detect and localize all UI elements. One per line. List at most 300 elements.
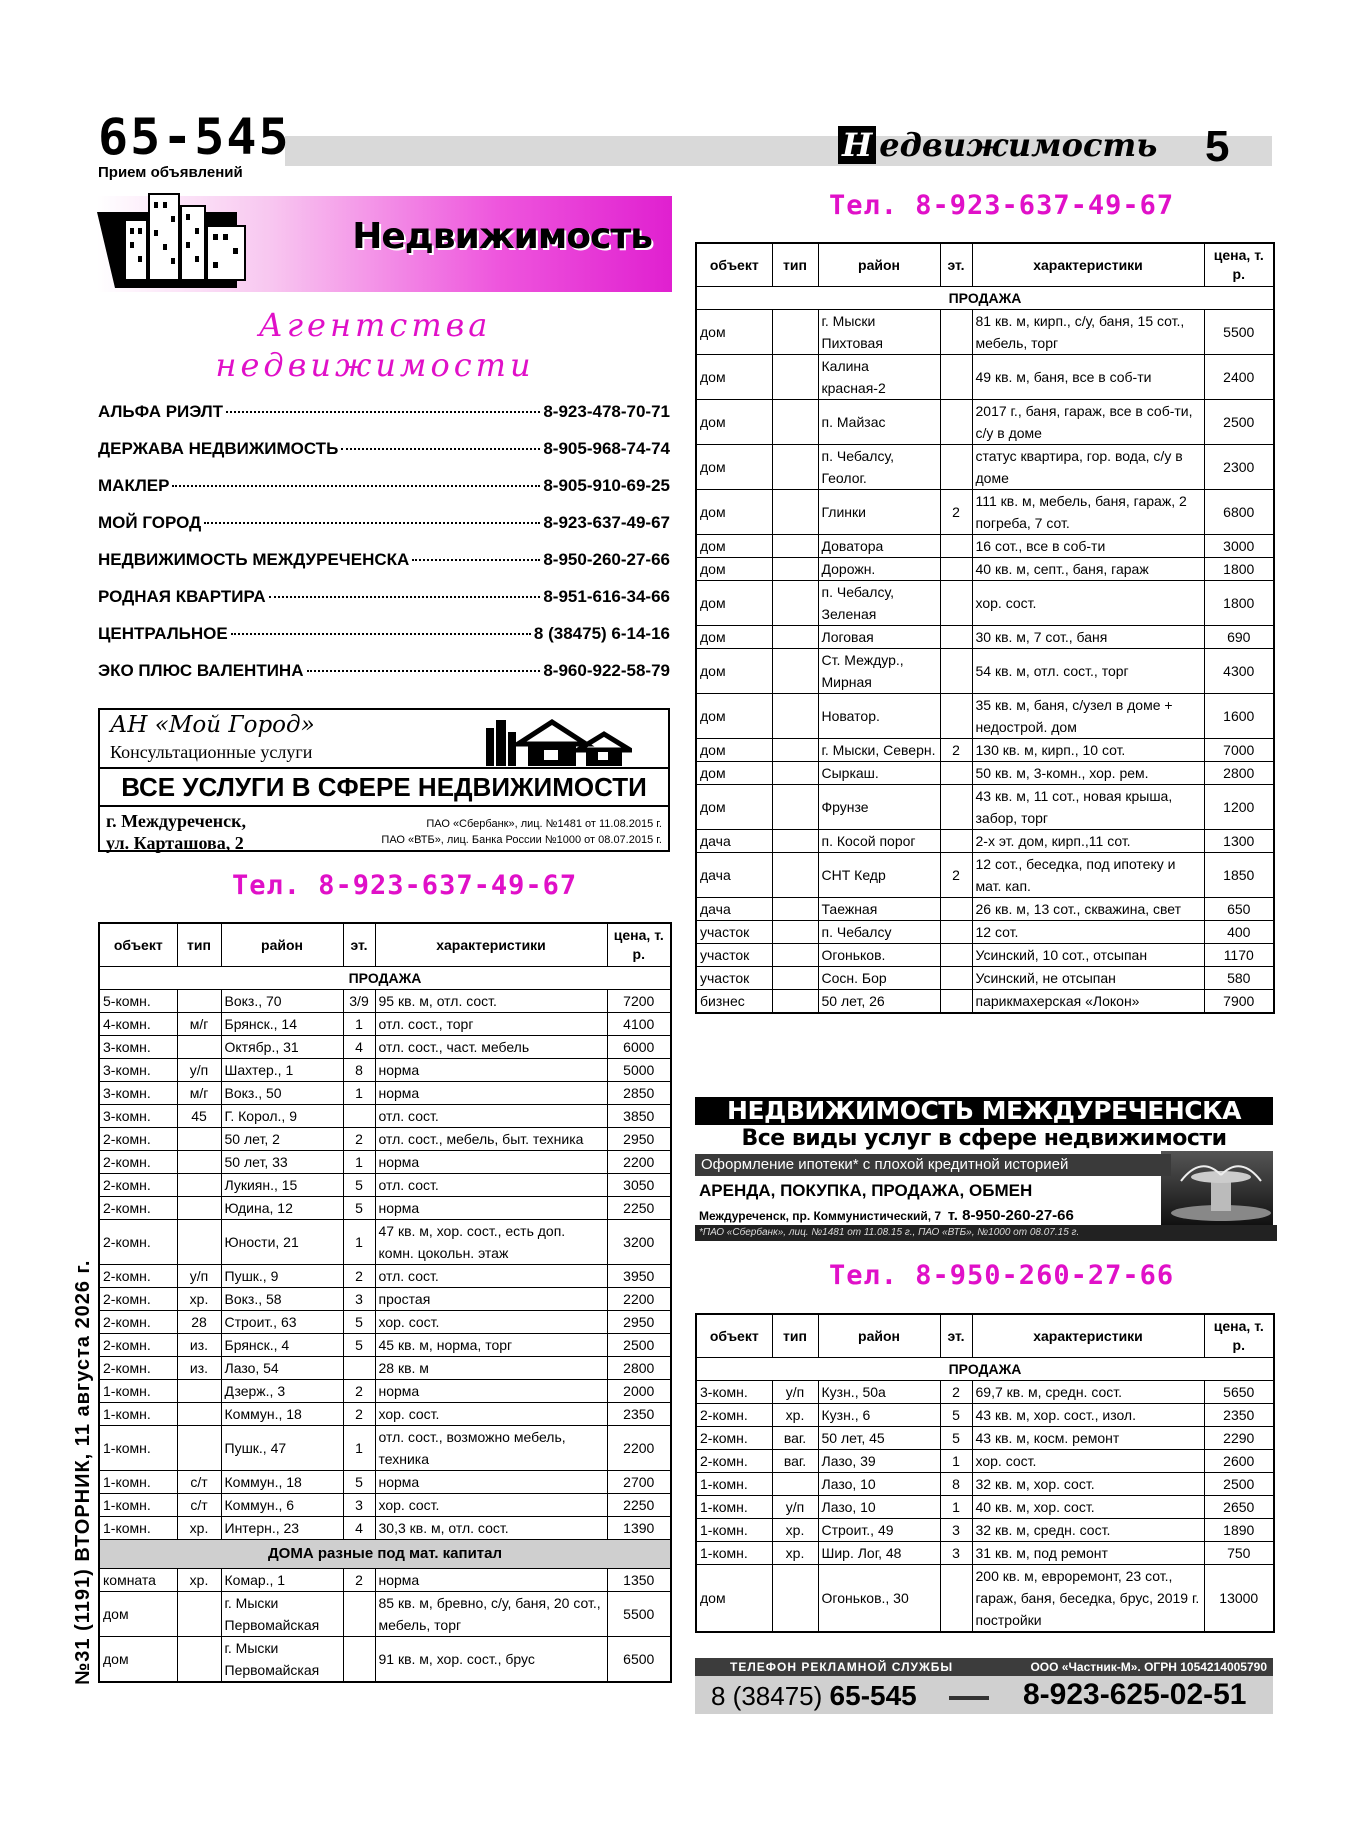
table-cell: 2800 [607,1357,671,1380]
right-listing-table-2 [695,1313,1275,1633]
section-title-cap: Н [838,126,876,164]
table-cell [940,445,972,490]
table-cell: у/п [177,1265,221,1288]
agencies-heading [150,305,600,385]
table-row [696,898,1274,921]
nm-ad-subtitle: Все виды услуг в сфере недвижимости [741,1126,1227,1151]
table-cell: 2-комн. [99,1265,177,1288]
section-row [696,1358,1274,1381]
table-cell [772,785,818,830]
table-cell: 16 сот., все в соб-ти [972,535,1204,558]
table-cell: Строит., 63 [221,1311,343,1334]
ad-service-phone-1 [711,1680,917,1712]
table-cell: хор. сост. [375,1494,607,1517]
table-row [696,944,1274,967]
ad-service-phone-number: 65-545 [829,1680,917,1711]
table-cell: Юности, 21 [221,1220,343,1265]
table-cell: 3850 [607,1105,671,1128]
section-label: ПРОДАЖА [99,967,671,990]
table-cell: 2 [343,1403,375,1426]
table-cell: 1390 [607,1517,671,1540]
table-cell: норма [375,1380,607,1403]
table-cell: 7200 [607,990,671,1013]
table-cell: 40 кв. м, септ., баня, гараж [972,558,1204,581]
table-cell [772,694,818,739]
table-cell: 2000 [607,1380,671,1403]
table-cell: 3 [940,1542,972,1565]
table-cell [940,626,972,649]
table-row [696,967,1274,990]
table-cell: норма [375,1471,607,1494]
section-row [99,1540,671,1569]
column-header: характеристики [972,243,1204,287]
table-cell: 650 [1204,898,1274,921]
table-cell: 2250 [607,1197,671,1220]
table-cell: п. Чебалсу, Зеленая [818,581,940,626]
agencies-heading-line2: недвижимости [215,346,535,384]
header-phone-caption: Прием объявлений [98,164,243,181]
table-row [696,558,1274,581]
table-cell [940,967,972,990]
table-row [99,1128,671,1151]
table-header-row [696,1314,1274,1358]
table-row [99,1036,671,1059]
table-cell: 28 кв. м [375,1357,607,1380]
table-cell: норма [375,1151,607,1174]
table-cell: 3-комн. [99,1105,177,1128]
moy-gorod-ad [98,708,670,852]
table-row [99,1494,671,1517]
table-row [696,694,1274,739]
agency-row [98,661,670,698]
table-cell: отл. сост. [375,1265,607,1288]
table-cell: 4-комн. [99,1013,177,1036]
table-cell: хор. сост. [375,1311,607,1334]
table-cell: отл. сост. [375,1105,607,1128]
table-cell: дом [696,739,772,762]
table-cell: 3200 [607,1220,671,1265]
ad-service-bar [695,1658,1273,1714]
table-cell: 5 [343,1334,375,1357]
table-cell [772,1565,818,1633]
table-cell: Усинский, не отсыпан [972,967,1204,990]
table-cell: г. Мыски Первомайская [221,1592,343,1637]
table-cell: Таежная [818,898,940,921]
table-cell: 1 [343,1082,375,1105]
table-cell: 5 [940,1404,972,1427]
agency-phone: 8-923-637-49-67 [543,513,670,532]
table-header-row [99,923,671,967]
table-cell: Новатор. [818,694,940,739]
ad-licenses [381,816,662,848]
table-cell: хр. [772,1542,818,1565]
table-cell: 1 [343,1013,375,1036]
table-cell: 5 [343,1197,375,1220]
table-cell: 5 [343,1174,375,1197]
table-cell: 1-комн. [99,1403,177,1426]
table-cell [772,581,818,626]
divider [949,1696,989,1700]
table-cell: Г. Корол., 9 [221,1105,343,1128]
table-cell: 580 [1204,967,1274,990]
table-cell: 4100 [607,1013,671,1036]
column-header: объект [696,1314,772,1358]
table-cell [772,355,818,400]
table-cell: 2300 [1204,445,1274,490]
table-cell [772,400,818,445]
table-row [99,1592,671,1637]
table-cell: 8 [940,1473,972,1496]
table-cell: дом [696,445,772,490]
table-cell: 2200 [607,1288,671,1311]
agency-row [98,587,670,624]
table-cell: 8 [343,1059,375,1082]
column-header: тип [177,923,221,967]
table-cell: из. [177,1334,221,1357]
table-cell: 2 [940,739,972,762]
table-cell: 26 кв. м, 13 сот., скважина, свет [972,898,1204,921]
table-cell: Вокз., 70 [221,990,343,1013]
table-cell: 1800 [1204,581,1274,626]
table-cell: Вокз., 50 [221,1082,343,1105]
table-cell: 2950 [607,1128,671,1151]
table-cell: Коммун., 18 [221,1403,343,1426]
table-cell: Брянск., 14 [221,1013,343,1036]
table-cell [177,1592,221,1637]
table-cell: Доватора [818,535,940,558]
agency-row [98,550,670,587]
table-cell: дом [696,400,772,445]
table-cell: 5 [343,1311,375,1334]
table-cell: хр. [177,1288,221,1311]
table-cell: ваг. [772,1450,818,1473]
realty-banner [97,196,672,292]
nm-ad-mortgage: Оформление ипотеки* с плохой кредитной историей [695,1154,1171,1176]
table-cell [772,739,818,762]
agency-name: АЛЬФА РИЭЛТ [98,402,224,421]
table-cell [940,649,972,694]
table-row [696,1427,1274,1450]
column-header: объект [99,923,177,967]
table-row [696,581,1274,626]
table-cell: дом [696,535,772,558]
table-cell: 2290 [1204,1427,1274,1450]
table-row [99,1403,671,1426]
table-cell: 2400 [1204,355,1274,400]
agency-name: МОЙ ГОРОД [98,513,202,532]
table-row [99,1220,671,1265]
table-cell: комната [99,1569,177,1592]
table-cell [772,445,818,490]
table-cell: 1300 [1204,830,1274,853]
section-title-rest: едвижимость [879,126,1158,164]
table-cell: дом [696,785,772,830]
table-cell [940,310,972,355]
table-cell: 69,7 кв. м, средн. сост. [972,1381,1204,1404]
agency-phone: 8 (38475) 6-14-16 [533,624,670,643]
banner-title: Недвижимость [352,216,652,257]
table-row [99,1637,671,1683]
table-cell: участок [696,967,772,990]
table-row [696,310,1274,355]
table-cell: 3/9 [343,990,375,1013]
table-cell: 12 сот., беседка, под ипотеку и мат. кап. [972,853,1204,898]
table-cell: 5000 [607,1059,671,1082]
table-row [696,400,1274,445]
table-cell: отл. сост., част. мебель [375,1036,607,1059]
table-cell: Лазо, 10 [818,1473,940,1496]
agency-row [98,402,670,439]
table-cell [177,1403,221,1426]
column-header: эт. [940,1314,972,1358]
table-row [696,1473,1274,1496]
table-cell: 30 кв. м, 7 сот., баня [972,626,1204,649]
table-cell: 1800 [1204,558,1274,581]
table-cell: 50 лет, 26 [818,990,940,1014]
table-cell: 5-комн. [99,990,177,1013]
table-cell: Интерн., 23 [221,1517,343,1540]
nm-ad-title: НЕДВИЖИМОСТЬ МЕЖДУРЕЧЕНСКА [695,1097,1273,1125]
table-cell: 2350 [607,1403,671,1426]
table-cell: 2650 [1204,1496,1274,1519]
agency-row [98,476,670,513]
table-cell: 47 кв. м, хор. сост., есть доп. комн. цокольн. этаж [375,1220,607,1265]
table-cell: п. Чебалсу [818,921,940,944]
table-cell: 2950 [607,1311,671,1334]
table-cell: 32 кв. м, хор. сост. [972,1473,1204,1496]
ad-service-bar-top [695,1658,1273,1676]
table-row [99,1105,671,1128]
table-row [696,1496,1274,1519]
table-row [696,1519,1274,1542]
agency-row [98,439,670,476]
table-row [696,762,1274,785]
table-cell: 2-комн. [696,1404,772,1427]
table-cell [940,1565,972,1633]
table-header-row [696,243,1274,287]
table-cell: дом [696,1565,772,1633]
table-cell [940,558,972,581]
table-row [696,1542,1274,1565]
table-cell: статус квартира, гор. вода, с/у в доме [972,445,1204,490]
table-cell: 4300 [1204,649,1274,694]
table-cell: 50 лет, 45 [818,1427,940,1450]
agency-phone: 8-951-616-34-66 [543,587,670,606]
table-cell [177,1426,221,1471]
table-row [696,921,1274,944]
table-cell: 5650 [1204,1381,1274,1404]
table-row [696,649,1274,694]
table-cell: 2-комн. [99,1220,177,1265]
table-cell: 2 [343,1128,375,1151]
table-cell: 1-комн. [99,1380,177,1403]
table-cell: Шир. Лог, 48 [818,1542,940,1565]
table-cell: 1850 [1204,853,1274,898]
table-cell: 2500 [1204,1473,1274,1496]
table-cell: Шахтер., 1 [221,1059,343,1082]
table-cell: отл. сост., возможно мебель, техника [375,1426,607,1471]
ad-service-org: ООО «Частник-М». ОГРН 1054214005790 [1030,1660,1267,1674]
table-row [99,1174,671,1197]
table-cell: 2850 [607,1082,671,1105]
nm-ad-licenses: *ПАО «Сбербанк», лиц. №1481 от 11.08.15 г., ПАО «ВТБ», №1000 от 08.07.15 г. [695,1225,1277,1241]
table-row [696,785,1274,830]
table-cell: дом [696,355,772,400]
ad-license-1: ПАО «Сбербанк», лиц. №1481 от 11.08.2015 г. [426,818,662,830]
table-cell: Лазо, 54 [221,1357,343,1380]
table-row [696,1404,1274,1427]
section-title [838,126,1157,164]
table-cell: п. Майзас [818,400,940,445]
table-cell: 2-комн. [99,1357,177,1380]
table-cell: 3050 [607,1174,671,1197]
table-cell: участок [696,921,772,944]
table-row [99,1517,671,1540]
table-cell: дом [696,694,772,739]
table-cell: Дзерж., 3 [221,1380,343,1403]
table-cell: 2-комн. [99,1311,177,1334]
table-cell: 1-комн. [99,1517,177,1540]
column-header: тип [772,1314,818,1358]
table-cell: 1-комн. [99,1471,177,1494]
ad-address-street: ул. Карташова, 2 [106,833,244,853]
table-cell [772,490,818,535]
table-cell [177,990,221,1013]
table-cell: дом [696,626,772,649]
table-row [696,739,1274,762]
table-cell: норма [375,1569,607,1592]
table-cell: Брянск., 4 [221,1334,343,1357]
table-cell: 750 [1204,1542,1274,1565]
table-cell: 50 кв. м, 3-комн., хор. рем. [972,762,1204,785]
table-cell: у/п [177,1059,221,1082]
section-label: ДОМА разные под мат. капитал [99,1540,671,1569]
nm-ad [695,1097,1273,1243]
right-listing-table [695,242,1275,1014]
table-cell: 1-комн. [696,1519,772,1542]
table-cell: простая [375,1288,607,1311]
table-cell [343,1637,375,1683]
table-cell: норма [375,1059,607,1082]
table-cell: 2-комн. [99,1334,177,1357]
table-cell: дом [696,649,772,694]
table-cell: 2 [343,1380,375,1403]
table-cell [772,898,818,921]
table-cell: 3 [343,1494,375,1517]
section-label: ПРОДАЖА [696,1358,1274,1381]
table-cell: дача [696,830,772,853]
table-cell: бизнес [696,990,772,1014]
table-cell: 1-комн. [696,1496,772,1519]
ad-service-label: ТЕЛЕФОН РЕКЛАМНОЙ СЛУЖБЫ [730,1660,954,1674]
table-cell [940,400,972,445]
table-cell: 4 [343,1036,375,1059]
table-cell: 2700 [607,1471,671,1494]
table-cell: дом [99,1637,177,1683]
table-row [99,1151,671,1174]
table-cell: 43 кв. м, 11 сот., новая крыша, забор, торг [972,785,1204,830]
table-cell: Усинский, 10 сот., отсыпан [972,944,1204,967]
ad-license-2: ПАО «ВТБ», лиц. Банка России №1000 от 08.07.2015 г. [381,834,662,846]
table-cell [940,355,972,400]
right-table2-phone: Тел. 8-950-260-27-66 [829,1260,1175,1291]
buildings-icon [97,192,257,292]
table-cell: хр. [772,1519,818,1542]
table-cell: 3-комн. [696,1381,772,1404]
table-cell [177,1197,221,1220]
table-cell [343,1357,375,1380]
table-cell: хр. [177,1517,221,1540]
table-cell [343,1592,375,1637]
agency-phone: 8-960-922-58-79 [543,661,670,680]
table-cell: 50 лет, 2 [221,1128,343,1151]
nm-ad-services: АРЕНДА, ПОКУПКА, ПРОДАЖА, ОБМЕН [699,1181,1033,1200]
table-cell: 49 кв. м, баня, все в соб-ти [972,355,1204,400]
table-cell: 43 кв. м, косм. ремонт [972,1427,1204,1450]
table-row [99,1471,671,1494]
table-cell: 54 кв. м, отл. сост., торг [972,649,1204,694]
table-cell [772,967,818,990]
table-cell: Лукиян., 15 [221,1174,343,1197]
table-cell: 3 [940,1519,972,1542]
table-cell: 2350 [1204,1404,1274,1427]
table-row [99,1288,671,1311]
table-cell: 5 [343,1471,375,1494]
table-cell: 2-комн. [99,1128,177,1151]
table-cell [940,830,972,853]
table-cell: 7900 [1204,990,1274,1014]
table-row [696,1450,1274,1473]
table-cell [772,535,818,558]
table-cell: дом [99,1592,177,1637]
table-cell [940,921,972,944]
table-cell [940,944,972,967]
table-cell [177,1036,221,1059]
agency-row [98,513,670,550]
table-row [696,1565,1274,1633]
table-row [99,1357,671,1380]
table-cell: 3950 [607,1265,671,1288]
table-cell: норма [375,1197,607,1220]
table-cell: 2 [343,1265,375,1288]
table-cell [177,1637,221,1683]
table-cell [772,558,818,581]
table-cell: Лазо, 39 [818,1450,940,1473]
table-cell: 130 кв. м, кирп., 10 сот. [972,739,1204,762]
table-cell: г. Мыски, Северн. [818,739,940,762]
table-cell: 31 кв. м, под ремонт [972,1542,1204,1565]
table-cell: 2-комн. [99,1174,177,1197]
table-cell: Лазо, 10 [818,1496,940,1519]
table-cell: Логовая [818,626,940,649]
table-cell: хор. сост. [375,1403,607,1426]
table-cell: 2 [940,1381,972,1404]
table-cell [940,762,972,785]
left-table-phone: Тел. 8-923-637-49-67 [232,870,578,901]
table-cell [772,1473,818,1496]
nm-ad-contacts [699,1207,1074,1225]
table-cell [177,1151,221,1174]
table-cell [772,830,818,853]
table-cell: 2 [940,853,972,898]
table-cell: Строит., 49 [818,1519,940,1542]
table-cell [177,1220,221,1265]
table-row [99,1569,671,1592]
table-cell: 2-комн. [99,1288,177,1311]
table-cell: 35 кв. м, баня, с/узел в доме + недострой. дом [972,694,1204,739]
table-row [99,1082,671,1105]
page-number: 5 [1205,122,1230,171]
